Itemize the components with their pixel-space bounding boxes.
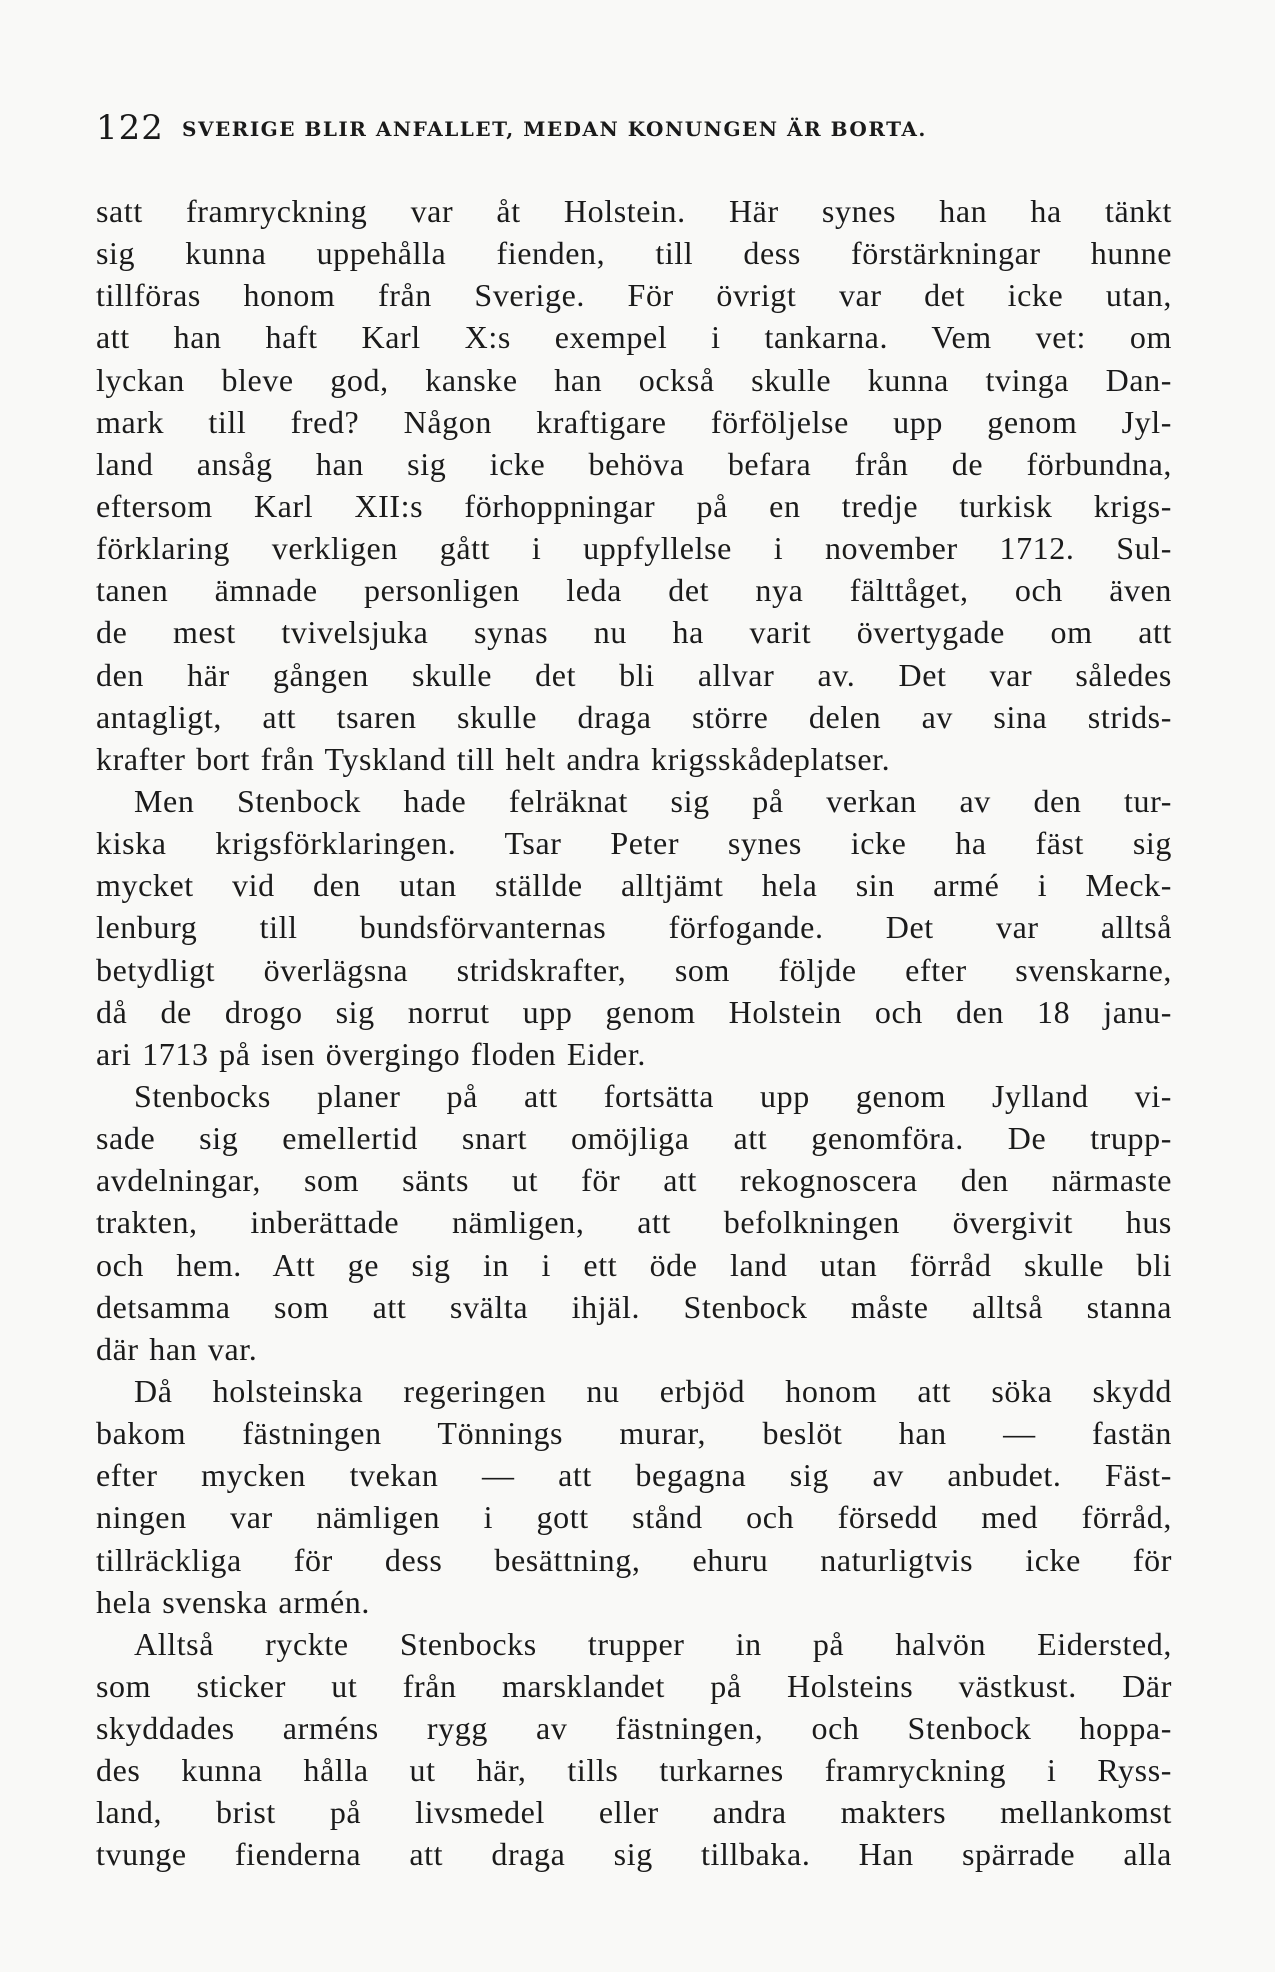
text-line: hela svenska armén. (96, 1583, 370, 1620)
text-line: tillräckliga för dess besättning, ehuru naturligtvis icke för (96, 1541, 1172, 1578)
text-line: sig kunna uppehålla fienden, till dess förstärkningar hunne (96, 235, 1172, 272)
text-line: land, brist på livsmedel eller andra makters mellankomst (96, 1794, 1172, 1831)
text-line: detsamma som att svälta ihjäl. Stenbock måste alltså stanna (96, 1288, 1172, 1325)
text-line: land ansåg han sig icke behöva befara från de förbundna, (96, 445, 1172, 482)
text-line: den här gången skulle det bli allvar av. Det var således (96, 656, 1172, 693)
text-line: Då holsteinska regeringen nu erbjöd honom att söka skydd (134, 1372, 1172, 1409)
text-line: mark till fred? Någon kraftigare förföljelse upp genom Jyl- (96, 403, 1172, 440)
text-line: mycket vid den utan ställde alltjämt hela sin armé i Meck- (96, 867, 1172, 904)
text-line: att han haft Karl X:s exempel i tankarna. Vem vet: om (96, 319, 1172, 356)
text-line: des kunna hålla ut här, tills turkarnes framryckning i Ryss- (96, 1752, 1172, 1789)
text-line: de mest tvivelsjuka synas nu ha varit övertygade om att (96, 614, 1172, 651)
text-line: efter mycken tvekan — att begagna sig av anbudet. Fäst- (96, 1457, 1172, 1494)
text-line: kiska krigsförklaringen. Tsar Peter synes icke ha fäst sig (96, 825, 1172, 862)
text-line: då de drogo sig norrut upp genom Holstein och den 18 janu- (96, 993, 1172, 1030)
text-line: tillföras honom från Sverige. För övrigt var det icke utan, (96, 277, 1172, 314)
text-line: som sticker ut från marsklandet på Holsteins västkust. Där (96, 1667, 1172, 1704)
text-line: tanen ämnade personligen leda det nya fälttåget, och även (96, 572, 1172, 609)
page-number: 122 (96, 108, 164, 148)
text-line: ari 1713 på isen övergingo floden Eider. (96, 1035, 646, 1072)
text-line: Men Stenbock hade felräknat sig på verkan av den tur- (134, 782, 1172, 819)
text-line: lyckan bleve god, kanske han också skulle kunna tvinga Dan- (96, 361, 1172, 398)
text-line: Alltså ryckte Stenbocks trupper in på halvön Eidersted, (134, 1625, 1172, 1662)
running-title: SVERIGE BLIR ANFALLET, MEDAN KONUNGEN ÄR BORTA. (182, 117, 927, 141)
text-line: sade sig emellertid snart omöjliga att genomföra. De trupp- (96, 1120, 1172, 1157)
body-text (96, 190, 1172, 1876)
text-line: där han var. (96, 1330, 258, 1367)
text-line: förklaring verkligen gått i uppfyllelse i november 1712. Sul- (96, 530, 1172, 567)
text-line: skyddades arméns rygg av fästningen, och Stenbock hoppa- (96, 1710, 1172, 1747)
text-line: antagligt, att tsaren skulle draga större delen av sina strids- (96, 698, 1172, 735)
text-line: ningen var nämligen i gott stånd och försedd med förråd, (96, 1499, 1172, 1536)
text-line: trakten, inberättade nämligen, att befolkningen övergivit hus (96, 1204, 1172, 1241)
text-line: satt framryckning var åt Holstein. Här synes han ha tänkt (96, 193, 1172, 229)
text-line: avdelningar, som sänts ut för att rekognoscera den närmaste (96, 1162, 1172, 1199)
text-line: bakom fästningen Tönnings murar, beslöt han — fastän (96, 1415, 1172, 1452)
text-line: Stenbocks planer på att fortsätta upp genom Jylland vi- (134, 1077, 1172, 1114)
text-line: betydligt överlägsna stridskrafter, som följde efter svenskarne, (96, 951, 1172, 988)
running-head (96, 105, 1186, 151)
text-line: tvunge fienderna att draga sig tillbaka. Han spärrade alla (96, 1836, 1172, 1873)
text-line: och hem. Att ge sig in i ett öde land utan förråd skulle bli (96, 1246, 1172, 1283)
text-line: lenburg till bundsförvanternas förfogande. Det var alltså (96, 909, 1172, 946)
text-line: krafter bort från Tyskland till helt andra krigsskådeplatser. (96, 740, 891, 777)
text-line: eftersom Karl XII:s förhoppningar på en tredje turkisk krigs- (96, 487, 1172, 524)
